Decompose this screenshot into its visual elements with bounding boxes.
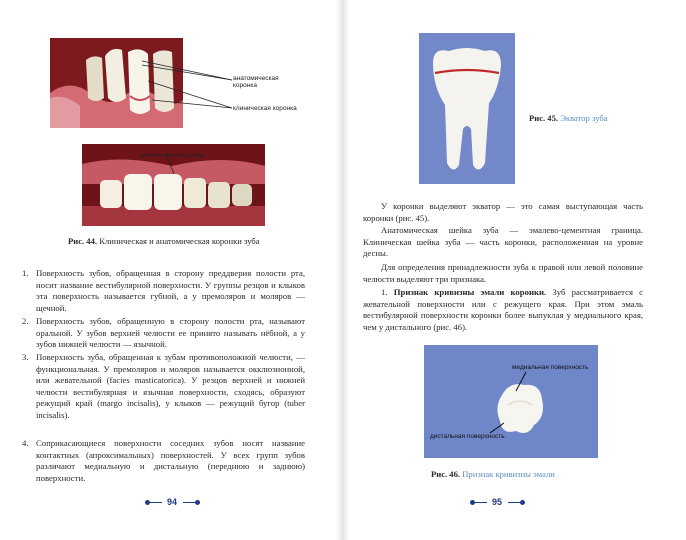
paragraph-neck: Анатомическая шейка зуба — эмалево-цементная граница. Клиническая шейка зуба — часть коронки, расположенная на уровне десны. bbox=[363, 225, 643, 259]
folio-dot bbox=[195, 500, 200, 505]
label-anatomical-crown: анатомическая коронка bbox=[233, 75, 279, 89]
folio-line bbox=[183, 502, 195, 503]
list-item-text: Поверхность зубов, обращенную в сторону полости рта, называют оральной. У зубов верхней челюсти ее принято называть нёбной, а у зубов нижней челюсти — язычной. bbox=[36, 316, 305, 350]
page-number-left: 94 bbox=[167, 497, 178, 507]
list-item-number: 2. bbox=[22, 316, 29, 326]
figure44-caption-text: Клиническая и анатомическая коронки зуба bbox=[99, 236, 260, 246]
list-item-2 bbox=[22, 316, 305, 351]
figure46-photo bbox=[424, 345, 598, 458]
list-item-number: 4. bbox=[22, 438, 29, 448]
list-item-text: Поверхность зубов, обращенная в сторону преддверия полости рта, носит название вестибулярной поверхности. У группы резцов и клыков эта поверхность называется губной, а у премоляров и моляров — щечной. bbox=[36, 268, 305, 313]
list-item-4 bbox=[22, 438, 305, 484]
label-clinical-crown-bottom: клиническая коронка bbox=[140, 152, 204, 159]
paragraph-sign1 bbox=[363, 287, 643, 333]
list-item-1 bbox=[22, 268, 305, 314]
figure46-caption-text: Признак кривизны эмали bbox=[462, 469, 555, 479]
sign1-text: Зуб рассматривается с жевательной поверхности или с режущего края. При этом эмаль вестибулярной поверхности коронки более выпуклая у медиального края, чем у дистального (рис. 46). bbox=[363, 287, 644, 332]
folio-line bbox=[150, 502, 162, 503]
right-page bbox=[343, 0, 686, 540]
figure44-caption bbox=[68, 236, 318, 246]
folio-dot bbox=[520, 500, 525, 505]
label-distal-surface: дистальная поверхность bbox=[430, 433, 505, 440]
tooth-occlusal-image bbox=[424, 345, 598, 458]
list-item-3 bbox=[22, 352, 305, 422]
figure45-caption bbox=[529, 113, 669, 123]
page-number-right: 95 bbox=[492, 497, 503, 507]
figure45-caption-text: Экватор зуба bbox=[560, 113, 608, 123]
list-item-number: 1. bbox=[22, 268, 29, 278]
folio-line bbox=[475, 502, 487, 503]
paragraph-equator: У коронки выделяют экватор — это самая выступающая часть коронки (рис. 45). bbox=[363, 201, 643, 223]
sign1-prefix: 1. bbox=[381, 287, 388, 297]
figure45-photo bbox=[419, 33, 515, 184]
label-medial-surface: медиальная поверхность bbox=[512, 364, 589, 371]
tooth-equator-image bbox=[419, 33, 515, 184]
figure45-caption-number: Рис. 45. bbox=[529, 113, 559, 123]
figure44-pointer-lines bbox=[140, 55, 240, 115]
paragraph-signs-intro: Для определения принадлежности зуба к правой или левой половине челюсти выделяют три признака. bbox=[363, 262, 643, 284]
figure44-caption-number: Рис. 44. bbox=[68, 236, 98, 246]
list-item-text: Соприкасающиеся поверхности соседних зубов носят название контактных (апроксимальных) поверхностей. У всех групп зубов различают медиальную и дистальную (переднюю и заднюю) поверхности. bbox=[36, 438, 305, 483]
list-item-text: Поверхность зуба, обращенная к зубам противоположной челюсти, — функциональная. У премоляров и моляров называется окклюзионной, или жевательной (facies masticatorica). У резцов верхней и нижней челюсти вестибулярная и язычная поверхности, сходясь, образуют режущий край (margo incisalis), у клыков — режущий бугор (tuber incisalis). bbox=[36, 352, 305, 420]
list-item-number: 3. bbox=[22, 352, 29, 362]
figure46-caption bbox=[431, 469, 631, 479]
folio-line bbox=[508, 502, 520, 503]
label-clinical-crown-top: клиническая коронка bbox=[233, 105, 297, 112]
figure46-caption-number: Рис. 46. bbox=[431, 469, 461, 479]
sign1-title: Признак кривизны эмали коронки. bbox=[393, 287, 547, 297]
